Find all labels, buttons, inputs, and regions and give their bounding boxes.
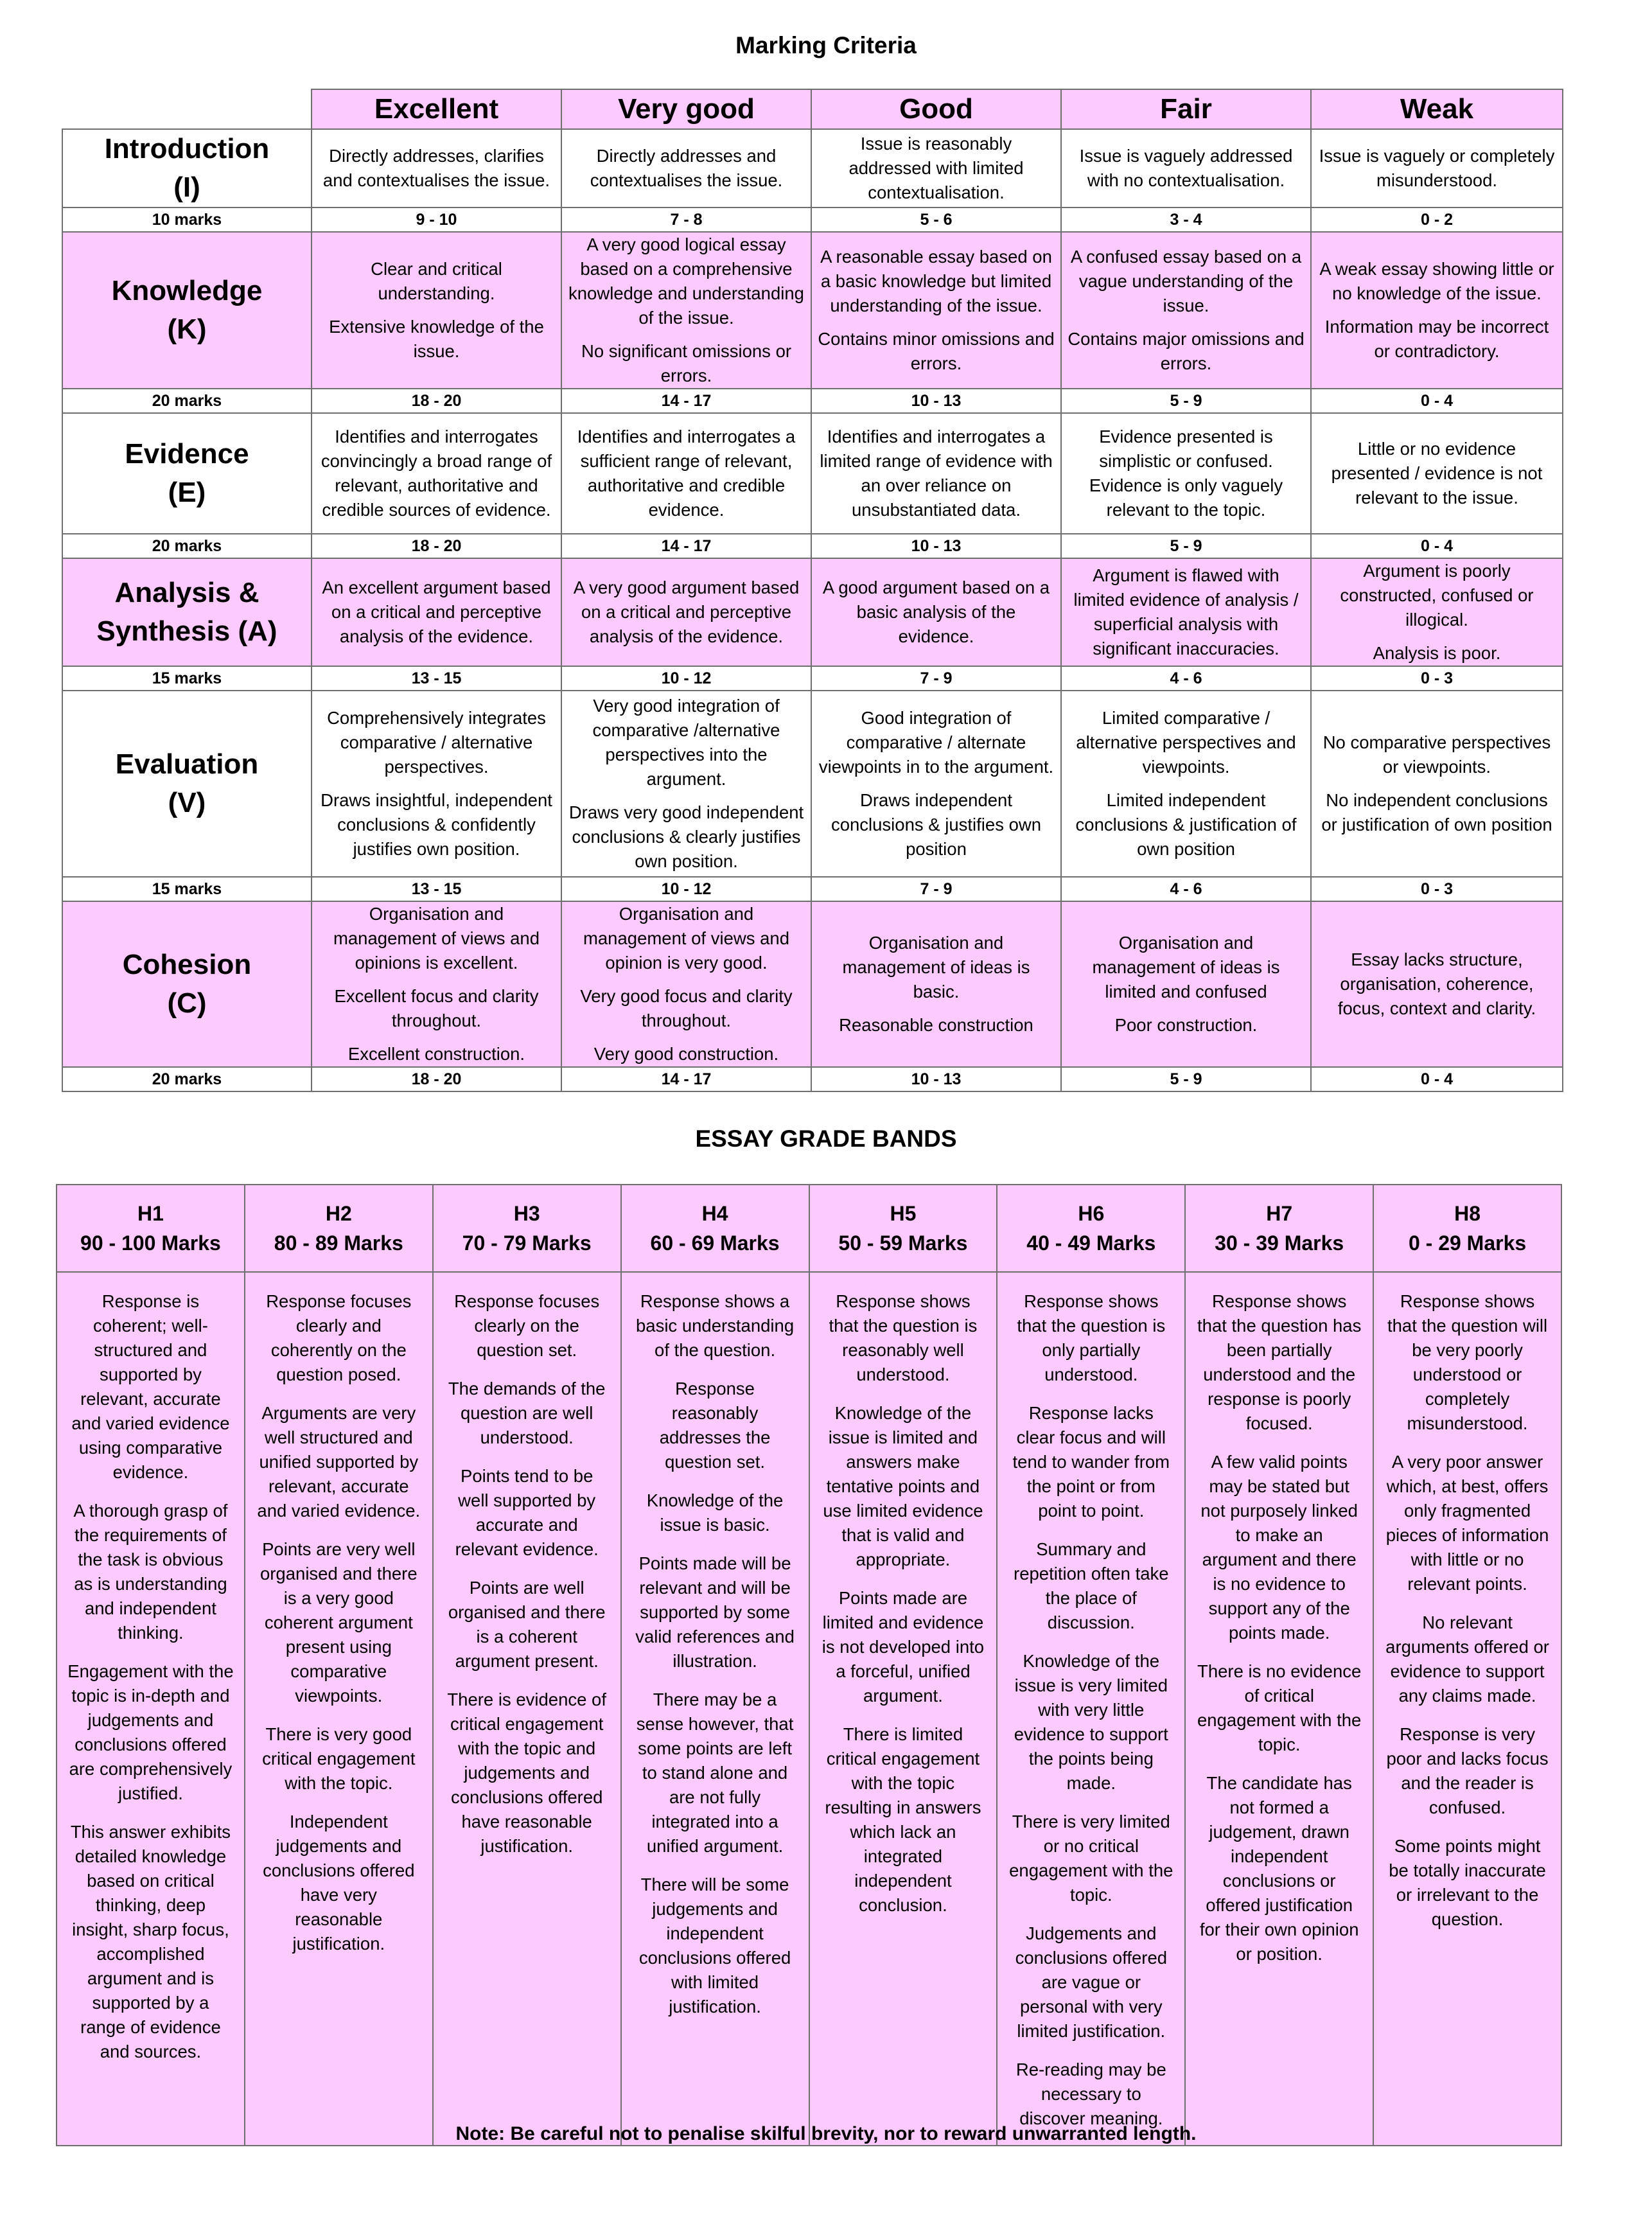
mark-range: 18 - 20 (312, 389, 561, 413)
criterion-descriptor (561, 558, 811, 666)
grade-description-h1 (57, 1272, 245, 2146)
descriptor-text: Little or no evidence presented / evidence is not relevant to the issue. (1331, 439, 1543, 507)
level-header-weak: Weak (1311, 89, 1563, 129)
descriptor-text: No significant omissions or errors. (581, 341, 792, 385)
mark-range: 13 - 15 (312, 877, 561, 901)
marks-row (62, 1067, 1563, 1091)
mark-range: 5 - 9 (1061, 534, 1311, 558)
grade-description-text: The demands of the question are well understood. (448, 1379, 606, 1447)
grade-description-text: Points made will be relevant and will be supported by some valid references and illustration. (635, 1553, 795, 1671)
mark-range: 7 - 9 (811, 877, 1061, 901)
marks-row (62, 877, 1563, 901)
grade-description-h4 (621, 1272, 809, 2146)
descriptor-text: Essay lacks structure, organisation, coherence, focus, context and clarity. (1337, 949, 1536, 1018)
header-blank-cell (62, 89, 312, 129)
criterion-marks-label: 15 marks (62, 666, 312, 691)
descriptor-text: Draws insightful, independent conclusions & confidently justifies own position. (321, 790, 552, 859)
grade-description-text: Response shows that the question is only partially understood. (1017, 1291, 1166, 1384)
grade-header-row (57, 1185, 1561, 1272)
grade-description-text: Response is coherent; well-structured and supported by relevant, accurate and varied evidence using comparative evidence. (71, 1291, 230, 1482)
descriptor-text: Directly addresses, clarifies and contextualises the issue. (322, 146, 550, 190)
mark-range: 0 - 4 (1311, 534, 1563, 558)
criterion-descriptor (811, 558, 1061, 666)
descriptor-text: An excellent argument based on a critical and perceptive analysis of the evidence. (322, 578, 551, 646)
descriptor-text: A weak essay showing little or no knowledge of the issue. (1319, 259, 1554, 303)
grade-description-text: Response lacks clear focus and will tend to wander from the point or from point to point. (1012, 1403, 1170, 1521)
grade-description-text: Re-reading may be necessary to discover meaning. (1015, 2060, 1166, 2128)
criterion-descriptor (561, 901, 811, 1067)
mark-range: 13 - 15 (312, 666, 561, 691)
grade-code: H5 (890, 1202, 917, 1225)
criterion-descriptor (811, 232, 1061, 389)
grade-description-h7 (1185, 1272, 1373, 2146)
grade-description-text: There is no evidence of critical engagement with the topic. (1197, 1661, 1362, 1754)
grade-code: H4 (701, 1202, 728, 1225)
mark-range: 10 - 12 (561, 666, 811, 691)
descriptor-text: No comparative perspectives or viewpoints. (1322, 732, 1551, 777)
descriptor-text: Issue is vaguely or completely misunderstood. (1319, 146, 1555, 190)
descriptor-text: A good argument based on a basic analysis of the evidence. (822, 578, 1050, 646)
grade-marks: 70 - 79 Marks (462, 1231, 592, 1255)
mark-range: 10 - 13 (811, 389, 1061, 413)
grade-description-text: The candidate has not formed a judgement, drawn independent conclusions or offered justification for their own opinion or position. (1199, 1773, 1359, 1964)
descriptor-text: Organisation and management of ideas is limited and confused (1092, 933, 1280, 1002)
grade-marks: 40 - 49 Marks (1026, 1231, 1156, 1255)
criterion-name-cell (62, 413, 312, 534)
grade-description-text: There may be a sense however, that some points are left to stand alone and are not fully integrated into a unified argument. (636, 1690, 794, 1856)
level-header-good: Good (811, 89, 1061, 129)
grade-description-text: No relevant arguments offered or evidence to support any claims made. (1385, 1612, 1549, 1706)
grade-bands-title: ESSAY GRADE BANDS (695, 1125, 957, 1152)
grade-description-text: Some points might be totally inaccurate or irrelevant to the question. (1389, 1836, 1546, 1929)
criterion-code: (E) (168, 477, 206, 508)
descriptor-text: Identifies and interrogates convincingly a broad range of relevant, authoritative and credible sources of evidence. (321, 427, 552, 520)
mark-range: 4 - 6 (1061, 877, 1311, 901)
grade-code: H7 (1266, 1202, 1293, 1225)
descriptor-text: Very good focus and clarity throughout. (580, 986, 793, 1030)
descriptor-text: Poor construction. (1114, 1015, 1258, 1035)
mark-range: 0 - 4 (1311, 1067, 1563, 1091)
criterion-descriptor (1311, 901, 1563, 1067)
grade-marks: 80 - 89 Marks (274, 1231, 403, 1255)
grade-marks: 50 - 59 Marks (838, 1231, 968, 1255)
grade-description-text: Response reasonably addresses the question set. (659, 1379, 771, 1472)
criterion-descriptor (811, 691, 1061, 877)
grade-description-text: Response shows that the question has been partially understood and the response is poorly focused. (1197, 1291, 1362, 1433)
grade-code: H2 (325, 1202, 352, 1225)
criterion-name-cell (62, 558, 312, 666)
criterion-descriptor (312, 558, 561, 666)
marking-criteria-title: Marking Criteria (735, 32, 917, 58)
descriptor-text: Issue is vaguely addressed with no contextualisation. (1079, 146, 1293, 190)
descriptor-text: Clear and critical understanding. (371, 259, 502, 303)
criterion-marks-label: 15 marks (62, 877, 312, 901)
descriptor-text: Limited independent conclusions & justification of own position (1075, 790, 1297, 859)
grade-description-text: Response is very poor and lacks focus and the reader is confused. (1386, 1724, 1549, 1817)
grade-description-text: This answer exhibits detailed knowledge based on critical thinking, deep insight, sharp focus, accomplished argument and is supported by a range of evidence and sources. (70, 1822, 231, 2061)
descriptor-text: Limited comparative / alternative perspectives and viewpoints. (1076, 708, 1296, 777)
grade-description-text: Response focuses clearly and coherently on the question posed. (266, 1291, 412, 1384)
grade-header-h5 (809, 1185, 997, 1272)
mark-range: 5 - 9 (1061, 1067, 1311, 1091)
descriptor-text: No independent conclusions or justification of own position (1321, 790, 1552, 834)
mark-range: 0 - 4 (1311, 389, 1563, 413)
grade-description-text: Points are very well organised and there is a very good coherent argument present using comparative viewpoints. (259, 1539, 417, 1706)
mark-range: 0 - 3 (1311, 666, 1563, 691)
grade-marks: 90 - 100 Marks (80, 1231, 221, 1255)
grade-description-text: A few valid points may be stated but not purposely linked to make an argument and there is no evidence to support any of the points made. (1200, 1452, 1358, 1643)
grade-description-h6 (997, 1272, 1185, 2146)
criterion-name: Introduction (104, 133, 270, 164)
criterion-code: (I) (173, 172, 200, 203)
mark-range: 4 - 6 (1061, 666, 1311, 691)
grade-description-text: Response shows that the question will be very poorly understood or completely misunderstood. (1387, 1291, 1548, 1433)
criterion-marks-label: 20 marks (62, 1067, 312, 1091)
mark-range: 7 - 9 (811, 666, 1061, 691)
descriptor-text: A reasonable essay based on a basic knowledge but limited understanding of the issue. (820, 247, 1052, 315)
grade-description-text: Independent judgements and conclusions offered have very reasonable justification. (263, 1812, 415, 1954)
descriptor-text: Identifies and interrogates a sufficient range of relevant, authoritative and credible evidence. (577, 427, 796, 520)
grade-header-h8 (1373, 1185, 1561, 1272)
criterion-descriptor (312, 691, 561, 877)
descriptor-text: A confused essay based on a vague understanding of the issue. (1070, 247, 1302, 315)
mark-range: 0 - 3 (1311, 877, 1563, 901)
descriptor-text: Contains minor omissions and errors. (818, 329, 1055, 373)
descriptor-text: Organisation and management of views and opinion is very good. (583, 904, 790, 973)
criterion-row (62, 901, 1563, 1067)
criterion-descriptor (1311, 558, 1563, 666)
mark-range: 14 - 17 (561, 1067, 811, 1091)
criterion-descriptor (1311, 691, 1563, 877)
mark-range: 10 - 12 (561, 877, 811, 901)
descriptor-text: Directly addresses and contextualises the issue. (590, 146, 783, 190)
grade-header-h3 (433, 1185, 621, 1272)
descriptor-text: Reasonable construction (839, 1015, 1033, 1035)
criterion-descriptor (561, 413, 811, 534)
criterion-name-cell (62, 232, 312, 389)
grade-header-h2 (245, 1185, 433, 1272)
descriptor-text: Excellent focus and clarity throughout. (334, 986, 539, 1030)
criterion-descriptor (1061, 901, 1311, 1067)
criterion-descriptor (1311, 413, 1563, 534)
grade-description-text: There is limited critical engagement with the topic resulting in answers which lack an integrated independent conclusion. (825, 1724, 981, 1915)
criterion-descriptor (1061, 691, 1311, 877)
grade-code: H8 (1454, 1202, 1481, 1225)
descriptor-text: Draws very good independent conclusions & clearly justifies own position. (568, 802, 804, 871)
descriptor-text: Draws independent conclusions & justifies own position (830, 790, 1042, 859)
criterion-name: Cohesion (122, 949, 252, 980)
grade-code: H1 (137, 1202, 164, 1225)
grade-description-text: Arguments are very well structured and unified supported by relevant, accurate and varied evidence. (257, 1403, 421, 1521)
criterion-descriptor (1061, 413, 1311, 534)
mark-range: 9 - 10 (312, 207, 561, 232)
criterion-name: Evidence (125, 438, 249, 470)
marks-row (62, 207, 1563, 232)
criterion-descriptor (561, 129, 811, 207)
mark-range: 18 - 20 (312, 534, 561, 558)
criterion-row (62, 413, 1563, 534)
descriptor-text: Analysis is poor. (1373, 643, 1501, 663)
note: Note: Be careful not to penalise skilful brevity, nor to reward unwarranted length. (455, 2123, 1197, 2144)
criterion-name-cell (62, 691, 312, 877)
grade-description-text: Response shows a basic understanding of the question. (635, 1291, 795, 1360)
criterion-descriptor (811, 901, 1061, 1067)
descriptor-text: Identifies and interrogates a limited range of evidence with an over reliance on unsubstantiated data. (820, 427, 1053, 520)
grade-description-text: Knowledge of the issue is limited and answers make tentative points and use limited evidence that is valid and appropriate. (823, 1403, 983, 1569)
mark-range: 14 - 17 (561, 389, 811, 413)
descriptor-text: Comprehensively integrates comparative / alternative perspectives. (327, 708, 546, 777)
criterion-name: Analysis & Synthesis (A) (96, 577, 277, 647)
criteria-header-row (62, 89, 1563, 129)
grade-description-text: There will be some judgements and independent conclusions offered with limited justification. (638, 1875, 791, 2016)
criterion-descriptor (1061, 232, 1311, 389)
grade-description-text: Points made are limited and evidence is not developed into a forceful, unified argument. (822, 1588, 985, 1706)
criterion-descriptor (312, 129, 561, 207)
grade-description-text: Response shows that the question is reasonably well understood. (829, 1291, 978, 1384)
grade-header-h7 (1185, 1185, 1373, 1272)
grade-description-text: Summary and repetition often take the place of discussion. (1014, 1539, 1169, 1632)
grade-marks: 0 - 29 Marks (1408, 1231, 1527, 1255)
grade-code: H3 (513, 1202, 540, 1225)
descriptor-text: Extensive knowledge of the issue. (329, 317, 544, 361)
grade-marks: 60 - 69 Marks (650, 1231, 780, 1255)
descriptor-text: Excellent construction. (347, 1044, 525, 1064)
mark-range: 3 - 4 (1061, 207, 1311, 232)
criterion-descriptor (312, 901, 561, 1067)
criterion-code: (V) (168, 787, 206, 818)
grade-header-h6 (997, 1185, 1185, 1272)
grade-description-text: Response focuses clearly on the question set. (454, 1291, 600, 1360)
criterion-marks-label: 20 marks (62, 389, 312, 413)
criterion-code: (K) (167, 313, 207, 345)
descriptor-text: Very good construction. (593, 1044, 779, 1064)
level-header-very-good: Very good (561, 89, 811, 129)
criterion-marks-label: 10 marks (62, 207, 312, 232)
criterion-descriptor (1061, 558, 1311, 666)
criterion-descriptor (1311, 129, 1563, 207)
grade-description-text: Judgements and conclusions offered are vague or personal with very limited justification. (1015, 1923, 1168, 2041)
grade-header-h4 (621, 1185, 809, 1272)
criterion-marks-label: 20 marks (62, 534, 312, 558)
descriptor-text: Issue is reasonably addressed with limited contextualisation. (848, 134, 1024, 202)
grade-description-text: Engagement with the topic is in-depth and judgements and conclusions offered are comprehensively justified. (67, 1661, 234, 1803)
descriptor-text: Organisation and management of views and opinions is excellent. (333, 904, 540, 973)
grade-description-h5 (809, 1272, 997, 2146)
criterion-descriptor (1311, 232, 1563, 389)
marks-row (62, 534, 1563, 558)
descriptor-text: Organisation and management of ideas is basic. (842, 933, 1030, 1002)
criterion-descriptor (561, 691, 811, 877)
grade-description-text: A very poor answer which, at best, offers only fragmented pieces of information with little or no relevant points. (1385, 1452, 1549, 1594)
grade-bands-table (56, 1184, 1562, 2146)
grade-header-h1 (57, 1185, 245, 1272)
level-header-excellent: Excellent (312, 89, 561, 129)
grade-description-text: There is evidence of critical engagement with the topic and judgements and conclusions offered have reasonable justification. (447, 1690, 606, 1856)
mark-range: 5 - 6 (811, 207, 1061, 232)
criterion-row (62, 691, 1563, 877)
criterion-name: Knowledge (111, 275, 263, 306)
grade-description-text: Points are well organised and there is a coherent argument present. (448, 1578, 606, 1671)
criterion-descriptor (811, 129, 1061, 207)
mark-range: 0 - 2 (1311, 207, 1563, 232)
descriptor-text: Good integration of comparative / alternate viewpoints in to the argument. (818, 708, 1054, 777)
grade-description-text: There is very good critical engagement with the topic. (262, 1724, 416, 1793)
descriptor-text: A very good logical essay based on a comprehensive knowledge and understanding of the issue. (568, 234, 804, 328)
criterion-row (62, 129, 1563, 207)
mark-range: 10 - 13 (811, 1067, 1061, 1091)
grade-description-text: A thorough grasp of the requirements of the task is obvious as is understanding and independent thinking. (73, 1501, 228, 1643)
marks-row (62, 666, 1563, 691)
criterion-name-cell (62, 901, 312, 1067)
criterion-descriptor (811, 413, 1061, 534)
grade-description-h8 (1373, 1272, 1561, 2146)
grade-description-row (57, 1272, 1561, 2146)
marking-criteria-table (62, 89, 1563, 1092)
mark-range: 5 - 9 (1061, 389, 1311, 413)
descriptor-text: Information may be incorrect or contradictory. (1324, 317, 1549, 361)
descriptor-text: Evidence presented is simplistic or confused. Evidence is only vaguely relevant to the topic. (1089, 427, 1283, 520)
criterion-name-cell (62, 129, 312, 207)
grade-description-text: There is very limited or no critical engagement with the topic. (1009, 1812, 1173, 1905)
grade-description-text: Points tend to be well supported by accurate and relevant evidence. (455, 1466, 599, 1559)
descriptor-text: Argument is poorly constructed, confused or illogical. (1340, 561, 1534, 630)
mark-range: 14 - 17 (561, 534, 811, 558)
descriptor-text: Argument is flawed with limited evidence of analysis / superficial analysis with significant inaccuracies. (1073, 565, 1299, 658)
criterion-descriptor (561, 232, 811, 389)
level-header-fair: Fair (1061, 89, 1311, 129)
criterion-descriptor (1061, 129, 1311, 207)
grade-code: H6 (1078, 1202, 1105, 1225)
mark-range: 10 - 13 (811, 534, 1061, 558)
criterion-descriptor (312, 413, 561, 534)
grade-description-h3 (433, 1272, 621, 2146)
mark-range: 18 - 20 (312, 1067, 561, 1091)
mark-range: 7 - 8 (561, 207, 811, 232)
marks-row (62, 389, 1563, 413)
descriptor-text: Contains major omissions and errors. (1068, 329, 1305, 373)
descriptor-text: Very good integration of comparative /alternative perspectives into the argument. (592, 696, 780, 789)
grade-description-h2 (245, 1272, 433, 2146)
criterion-descriptor (312, 232, 561, 389)
grade-description-text: Knowledge of the issue is very limited with very little evidence to support the points being made. (1014, 1651, 1168, 1793)
grade-description-text: Knowledge of the issue is basic. (646, 1490, 784, 1535)
criterion-row (62, 558, 1563, 666)
criterion-row (62, 232, 1563, 389)
grade-marks: 30 - 39 Marks (1215, 1231, 1344, 1255)
descriptor-text: A very good argument based on a critical and perceptive analysis of the evidence. (573, 578, 800, 646)
criterion-name: Evaluation (115, 748, 259, 780)
criterion-code: (C) (167, 987, 207, 1019)
